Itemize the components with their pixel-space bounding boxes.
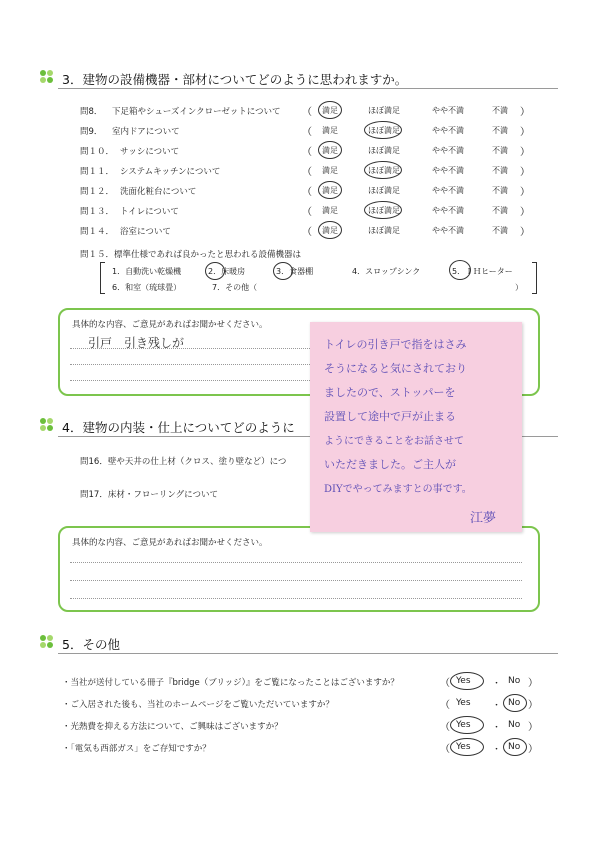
q15-item-1[interactable]: 1．自動洗い乾燥機 — [112, 267, 182, 276]
q17-text: 問17．床材・フローリングについて — [80, 490, 218, 500]
option-separator: ・ — [492, 701, 502, 711]
section4-title: 4．建物の内装・仕上についてどのように — [62, 420, 295, 435]
sticky-line-3: ましたので、ストッパーを — [324, 386, 456, 399]
paren-close: ） — [520, 127, 530, 138]
question-number: 問8． — [80, 107, 103, 117]
answer-option[interactable]: やや不満 — [432, 226, 464, 235]
paren-close: ） — [528, 678, 538, 689]
question-number: 問１３． — [80, 207, 115, 217]
answer-option[interactable]: 満足 — [322, 206, 338, 215]
paren-open: （ — [302, 127, 312, 138]
section-divider — [58, 653, 558, 654]
paren-close: ） — [528, 744, 538, 755]
paren-close: ） — [520, 167, 530, 178]
sticky-line-1: トイレの引き戸で指をはさみ — [324, 338, 467, 351]
q15-other-close: ） — [515, 283, 523, 292]
paren-open: （ — [440, 678, 450, 689]
selected-answer-mark — [450, 672, 484, 690]
answer-option[interactable]: ほぼ満足 — [368, 186, 400, 195]
sticky-line-5: ようにできることをお話させて — [324, 436, 464, 447]
sticky-note — [310, 322, 522, 532]
sticky-line-7: DIYでやってみますとの事です。 — [324, 484, 472, 495]
opinion-rule — [70, 580, 522, 581]
selected-answer-mark — [318, 221, 342, 239]
answer-option[interactable]: 不満 — [492, 226, 508, 235]
selected-answer-mark — [318, 181, 342, 199]
section3-opinion-title: 具体的な内容、ご意見があればお聞かせください。 — [72, 320, 268, 330]
paren-close: ） — [520, 107, 530, 118]
sticky-line-4: 設置して途中で戸が止まる — [324, 410, 456, 423]
q15-bracket-left — [100, 262, 105, 294]
answer-option[interactable]: やや不満 — [432, 126, 464, 135]
paren-open: （ — [302, 167, 312, 178]
answer-option[interactable]: やや不満 — [432, 186, 464, 195]
paren-close: ） — [520, 147, 530, 158]
section3-title: 3．建物の設備機器・部材についてどのように思われますか。 — [62, 72, 408, 87]
no-option[interactable]: No — [508, 720, 521, 730]
paren-open: （ — [440, 744, 450, 755]
option-separator: ・ — [492, 679, 502, 689]
answer-option[interactable]: 満足 — [322, 126, 338, 135]
paren-close: ） — [520, 207, 530, 218]
yes-option[interactable]: Yes — [456, 720, 471, 730]
option-separator: ・ — [492, 745, 502, 755]
sticky-signature: 江夢 — [470, 511, 497, 526]
answer-option[interactable]: やや不満 — [432, 166, 464, 175]
question-text: 浴室について — [120, 227, 171, 237]
paren-open: （ — [440, 700, 450, 711]
q15-item-2[interactable]: 2．床暖房 — [208, 267, 246, 276]
section5-question-text: ・「電気も西部ガス」をご存知ですか？ — [62, 744, 211, 754]
paren-close: ） — [520, 227, 530, 238]
paren-close: ） — [520, 187, 530, 198]
answer-option[interactable]: 満足 — [322, 226, 338, 235]
question-number: 問9． — [80, 127, 103, 137]
section5-title: 5．その他 — [62, 637, 120, 652]
paren-open: （ — [302, 147, 312, 158]
selected-answer-mark — [450, 716, 484, 734]
question-number: 問１１． — [80, 167, 115, 177]
answer-option[interactable]: ほぼ満足 — [368, 226, 400, 235]
answer-option[interactable]: 満足 — [322, 146, 338, 155]
question-number: 問１４． — [80, 227, 115, 237]
q16-text: 問16．壁や天井の仕上材（クロス、塗り壁など）につ — [80, 457, 287, 467]
section-bullet-icon — [40, 635, 60, 651]
answer-option[interactable]: ほぼ満足 — [368, 166, 400, 175]
q15-selected-mark-3 — [273, 262, 293, 280]
opinion-rule — [70, 562, 522, 563]
answer-option[interactable]: 満足 — [322, 186, 338, 195]
question-text: システムキッチンについて — [120, 167, 221, 177]
selected-answer-mark — [318, 141, 342, 159]
no-option[interactable]: No — [508, 676, 521, 686]
q15-item-6[interactable]: 6．和室（琉球畳） — [112, 283, 182, 292]
selected-answer-mark — [364, 161, 402, 179]
sticky-line-2: そうになると気にされており — [324, 362, 467, 375]
section-divider — [58, 88, 558, 89]
question-text: 室内ドアについて — [112, 127, 180, 137]
question-number: 問１０． — [80, 147, 115, 157]
question-text: 洗面化粧台について — [120, 187, 197, 197]
paren-close: ） — [528, 722, 538, 733]
opinion-rule — [70, 364, 310, 365]
question-number: 問１２． — [80, 187, 115, 197]
q15-selected-mark-2 — [205, 262, 225, 280]
q15-item-4[interactable]: 4．スロップシンク — [352, 267, 421, 276]
answer-option[interactable]: 不満 — [492, 206, 508, 215]
selected-answer-mark — [364, 201, 402, 219]
paren-open: （ — [440, 722, 450, 733]
paren-close: ） — [528, 700, 538, 711]
section5-question-text: ・光熱費を抑える方法について、ご興味はございますか？ — [62, 722, 283, 732]
selected-answer-mark — [364, 121, 402, 139]
yes-option[interactable]: Yes — [456, 676, 471, 686]
section-bullet-icon — [40, 70, 60, 86]
answer-option[interactable]: ほぼ満足 — [368, 146, 400, 155]
selected-answer-mark — [503, 694, 527, 712]
paren-open: （ — [302, 227, 312, 238]
section4-opinion-title: 具体的な内容、ご意見があればお聞かせください。 — [72, 538, 268, 548]
q15-selected-mark-5 — [449, 260, 471, 280]
answer-option[interactable]: 不満 — [492, 126, 508, 135]
answer-option[interactable]: 不満 — [492, 146, 508, 155]
section3-opinion-text[interactable]: 引戸 引き残しが — [88, 336, 185, 350]
opinion-rule — [70, 380, 310, 381]
answer-option[interactable]: 満足 — [322, 106, 338, 115]
answer-option[interactable]: 満足 — [322, 166, 338, 175]
question-text: 下足箱やシューズインクローゼットについて — [112, 107, 281, 117]
section5-question-text: ・ご入居された後も、当社のホームページをご覧いただいていますか？ — [62, 700, 334, 710]
question-text: トイレについて — [120, 207, 179, 217]
answer-option[interactable]: やや不満 — [432, 146, 464, 155]
sticky-line-6: いただきました。ご主人が — [324, 458, 456, 471]
no-option[interactable]: No — [508, 698, 521, 708]
q15-item-7[interactable]: 7．その他（ — [212, 283, 258, 292]
answer-option[interactable]: 不満 — [492, 166, 508, 175]
q15-item-5[interactable]: 5．ＩＨヒーター — [452, 267, 513, 276]
section-bullet-icon — [40, 418, 60, 434]
q15-text: 問１５．標準仕様であれば良かったと思われる設備機器は — [80, 250, 302, 260]
answer-option[interactable]: 不満 — [492, 106, 508, 115]
no-option[interactable]: No — [508, 742, 521, 752]
q15-item-3[interactable]: 3．食器棚 — [276, 267, 314, 276]
answer-option[interactable]: 不満 — [492, 186, 508, 195]
paren-open: （ — [302, 207, 312, 218]
selected-answer-mark — [450, 738, 484, 756]
section5-question-text: ・当社が送付している冊子『bridge（ブリッジ）』をご覧になったことはございますか？ — [62, 678, 399, 688]
yes-option[interactable]: Yes — [456, 698, 471, 708]
answer-option[interactable]: ほぼ満足 — [368, 126, 400, 135]
question-text: サッシについて — [120, 147, 180, 157]
yes-option[interactable]: Yes — [456, 742, 471, 752]
paren-open: （ — [302, 107, 312, 118]
option-separator: ・ — [492, 723, 502, 733]
q15-bracket-right — [532, 262, 537, 294]
answer-option[interactable]: やや不満 — [432, 106, 464, 115]
paren-open: （ — [302, 187, 312, 198]
answer-option[interactable]: ほぼ満足 — [368, 206, 400, 215]
opinion-rule — [70, 598, 522, 599]
selected-answer-mark — [503, 738, 527, 756]
selected-answer-mark — [318, 101, 342, 119]
opinion-rule — [70, 348, 310, 349]
answer-option[interactable]: ほぼ満足 — [368, 106, 400, 115]
answer-option[interactable]: やや不満 — [432, 206, 464, 215]
